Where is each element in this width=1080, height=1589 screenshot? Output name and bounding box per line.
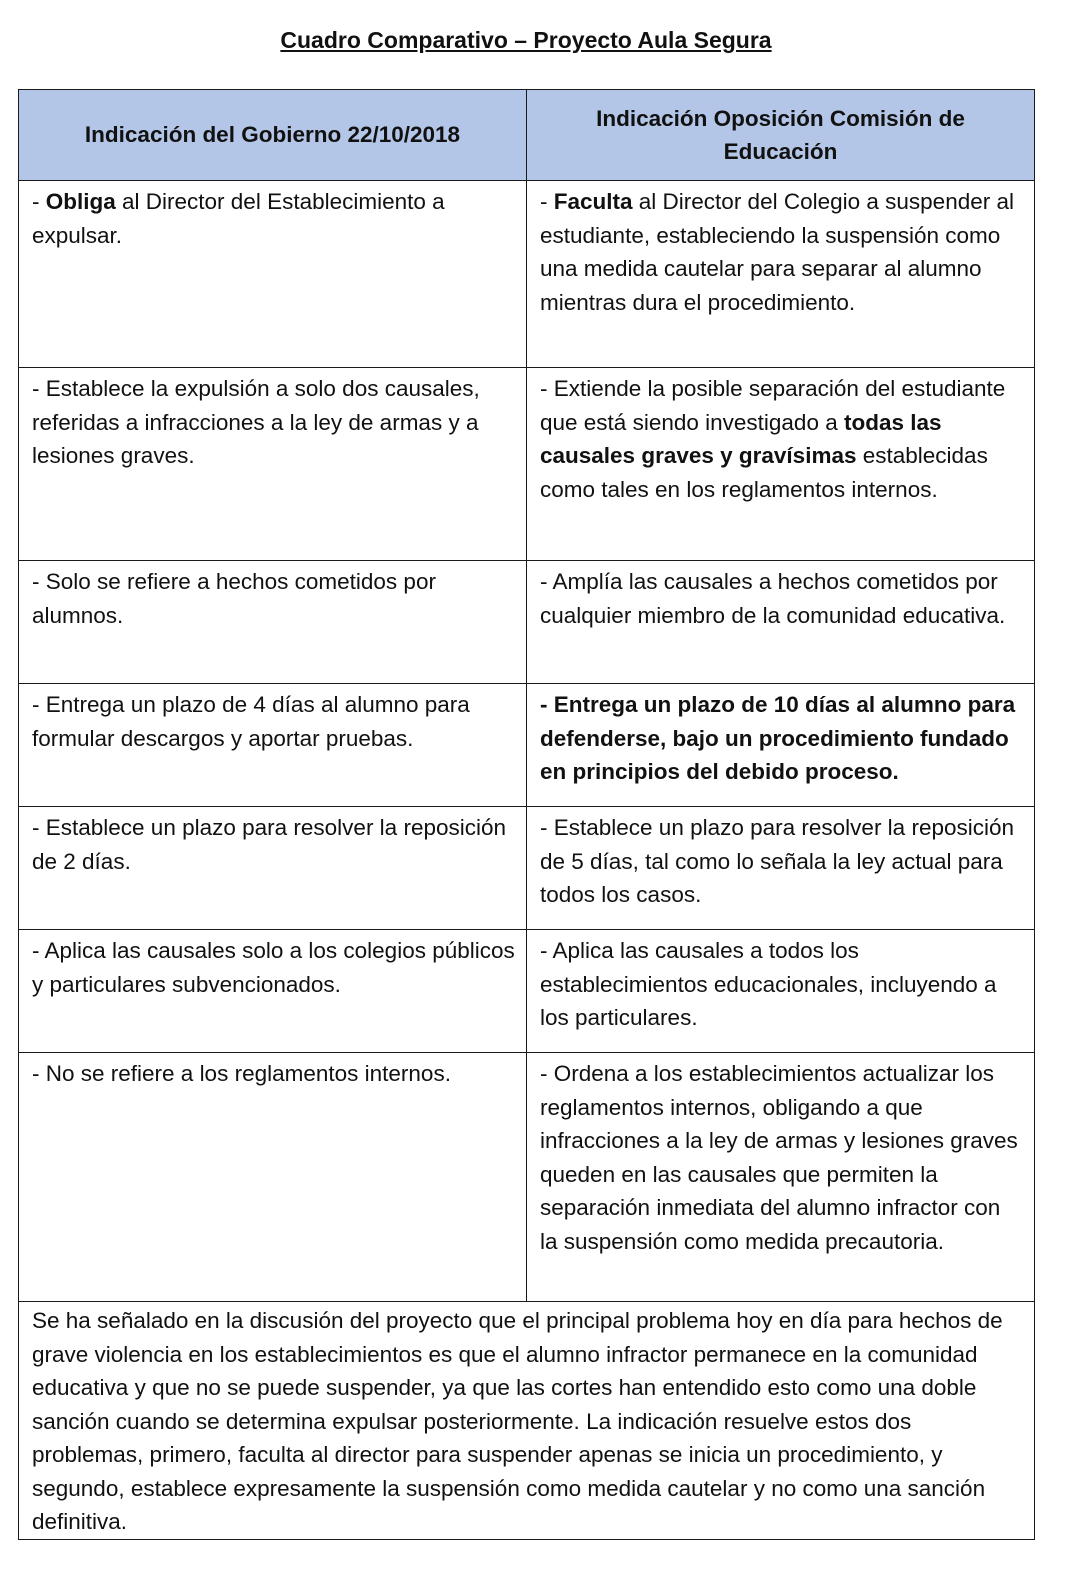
row-1-government: - Obliga al Director del Establecimiento a expulsar. [19, 181, 527, 368]
row-2-government: - Establece la expulsión a solo dos causales, referidas a infracciones a la ley de armas y a lesiones graves. [19, 368, 527, 561]
table-row [19, 181, 1035, 368]
row-2-opposition: - Extiende la posible separación del estudiante que está siendo investigado a todas las causales graves y gravísimas establecidas como tales en los reglamentos internos. [527, 368, 1035, 561]
table-footer-row [19, 1302, 1035, 1540]
table-header-row [19, 90, 1035, 181]
row-3-government: - Solo se refiere a hechos cometidos por alumnos. [19, 561, 527, 684]
table-row [19, 368, 1035, 561]
row-7-government: - No se refiere a los reglamentos internos. [19, 1053, 527, 1302]
row-4-government: - Entrega un plazo de 4 días al alumno para formular descargos y aportar pruebas. [19, 684, 527, 807]
row-5-opposition: - Establece un plazo para resolver la reposición de 5 días, tal como lo señala la ley actual para todos los casos. [527, 807, 1035, 930]
row-6-opposition: - Aplica las causales a todos los establecimientos educacionales, incluyendo a los particulares. [527, 930, 1035, 1053]
header-government: Indicación del Gobierno 22/10/2018 [19, 90, 527, 181]
document-title: Cuadro Comparativo – Proyecto Aula Segura [280, 27, 772, 53]
row-7-opposition: - Ordena a los establecimientos actualizar los reglamentos internos, obligando a que infracciones a la ley de armas y lesiones graves queden en las causales que permiten la separación inmediata del alumno infractor con la suspensión como medida precautoria. [527, 1053, 1035, 1302]
table-row [19, 930, 1035, 1053]
row-4-opposition: - Entrega un plazo de 10 días al alumno para defenderse, bajo un procedimiento fundado en principios del debido proceso. [527, 684, 1035, 807]
comparison-table [18, 89, 1035, 1540]
footer-summary: Se ha señalado en la discusión del proyecto que el principal problema hoy en día para hechos de grave violencia en los establecimientos es que el alumno infractor permanece en la comunidad educativa y que no se puede suspender, ya que las cortes han entendido esto como una doble sanción cuando se determina expulsar posteriormente. La indicación resuelve estos dos problemas, primero, faculta al director para suspender apenas se inicia un procedimiento, y segundo, establece expresamente la suspensión como medida cautelar y no como una sanción definitiva. [19, 1302, 1035, 1540]
table-row [19, 1053, 1035, 1302]
row-6-government: - Aplica las causales solo a los colegios públicos y particulares subvencionados. [19, 930, 527, 1053]
table-row [19, 807, 1035, 930]
header-opposition: Indicación Oposición Comisión de Educación [527, 90, 1035, 181]
row-3-opposition: - Amplía las causales a hechos cometidos por cualquier miembro de la comunidad educativa. [527, 561, 1035, 684]
table-row [19, 684, 1035, 807]
row-1-opposition: - Faculta al Director del Colegio a suspender al estudiante, estableciendo la suspensión como una medida cautelar para separar al alumno mientras dura el procedimiento. [527, 181, 1035, 368]
row-5-government: - Establece un plazo para resolver la reposición de 2 días. [19, 807, 527, 930]
table-row [19, 561, 1035, 684]
